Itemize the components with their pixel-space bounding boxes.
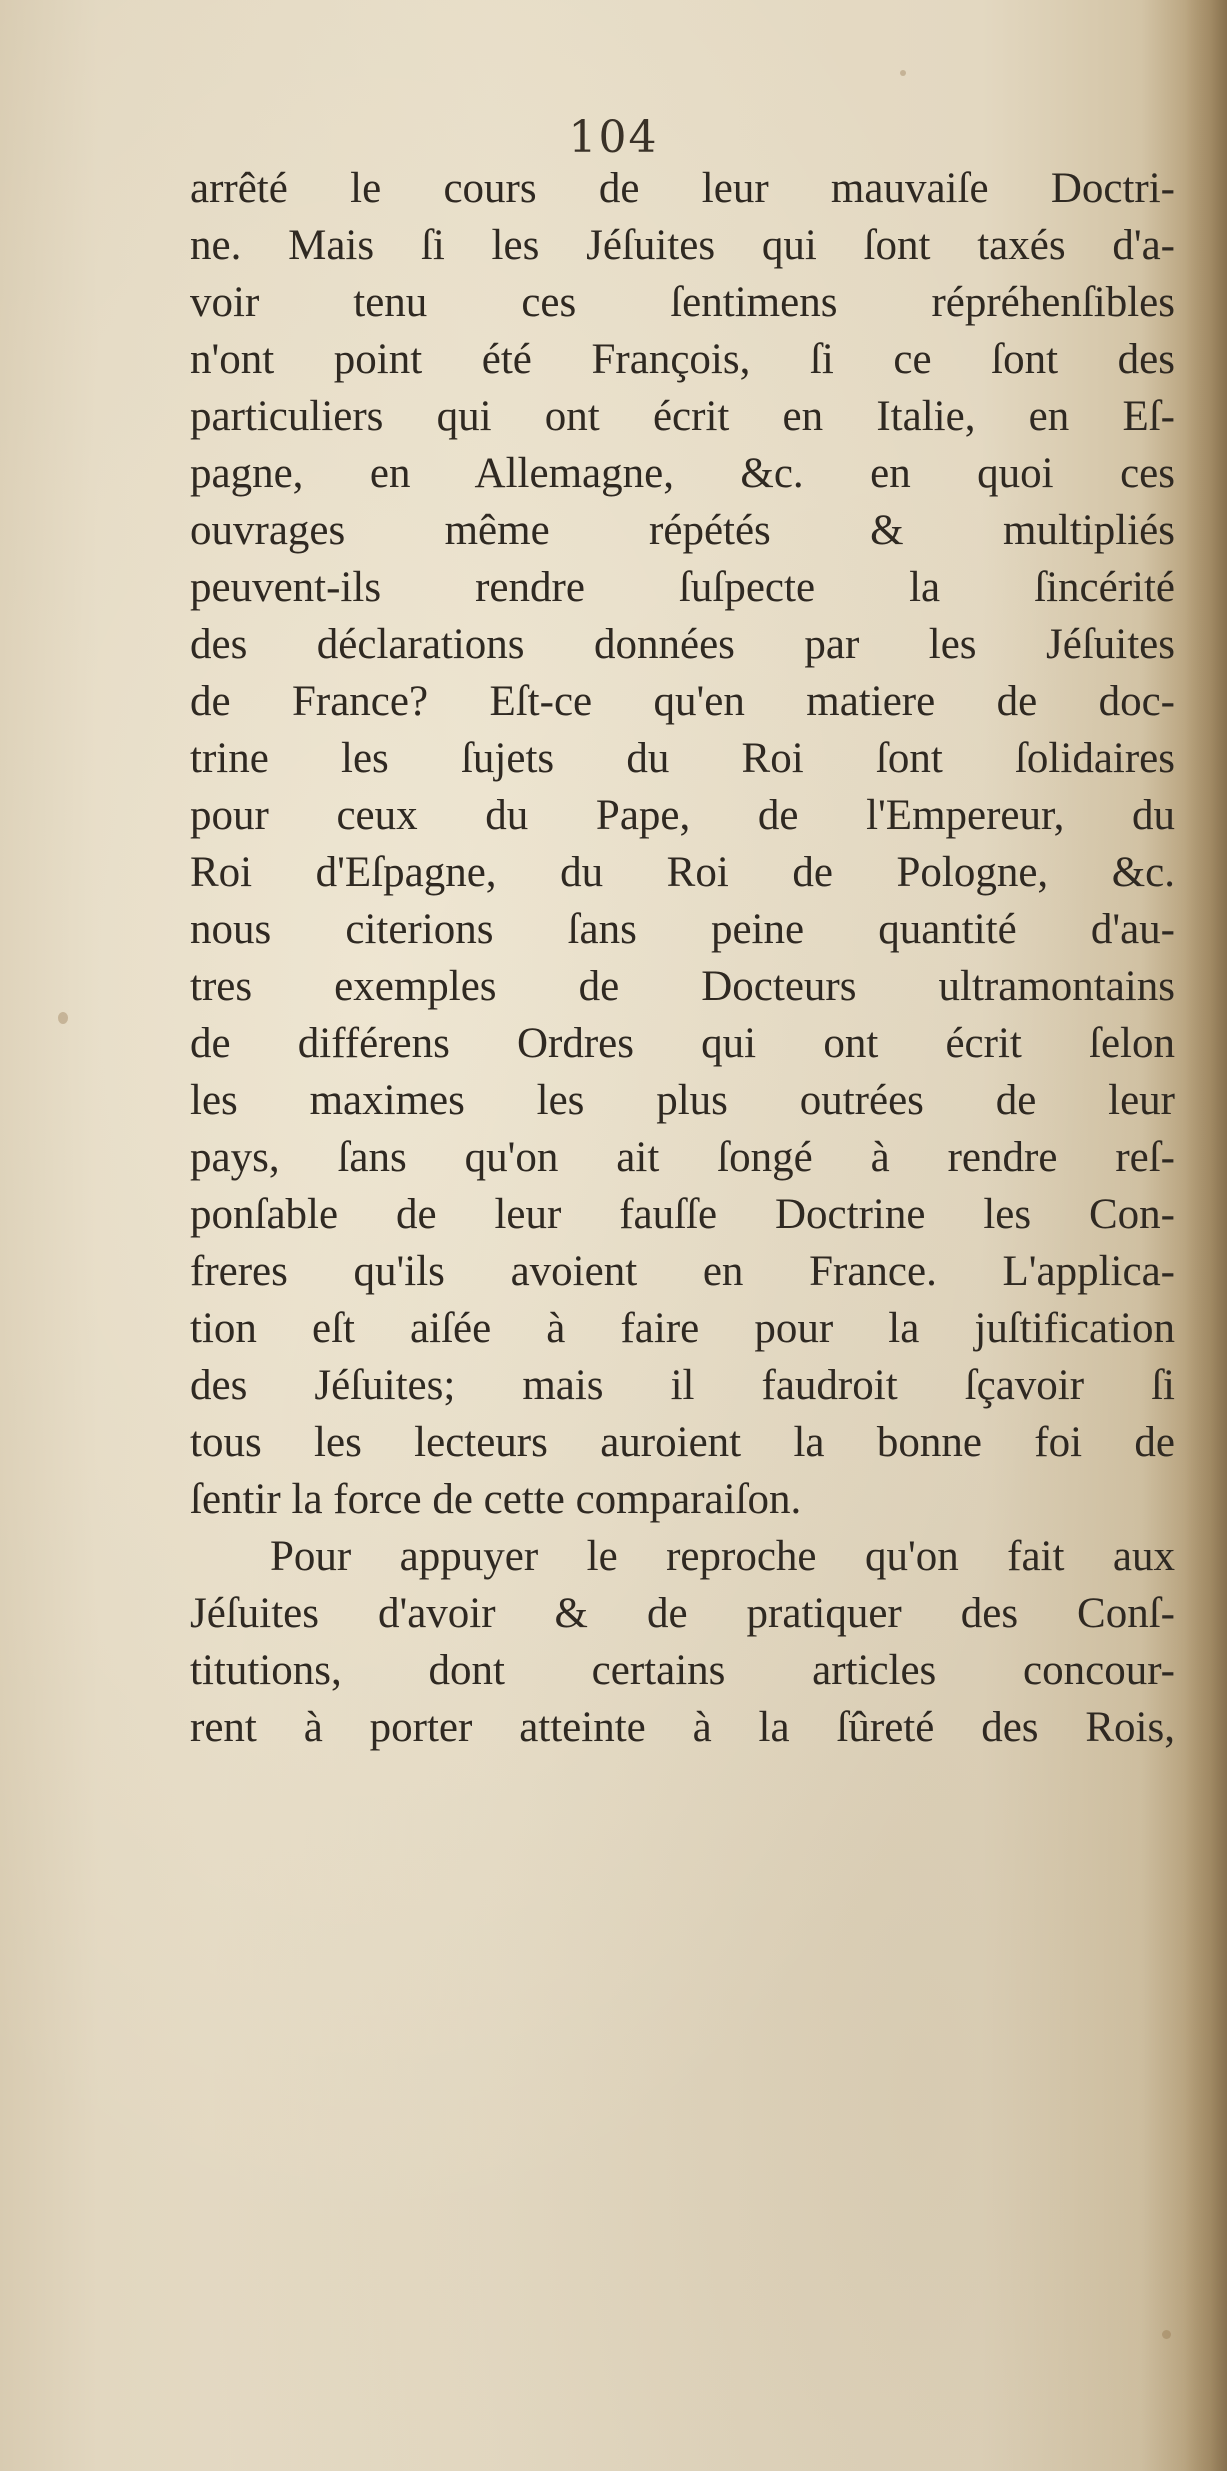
text-line: freres qu'ils avoient en France. L'applica- — [190, 1248, 1175, 1295]
text-line: des déclarations données par les Jéſuites — [190, 621, 1175, 668]
foxing-spot — [1162, 2330, 1171, 2339]
text-line: tous les lecteurs auroient la bonne foi de — [190, 1419, 1175, 1466]
text-line: Pour appuyer le reproche qu'on fait aux — [270, 1533, 1175, 1580]
text-line: les maximes les plus outrées de leur — [190, 1077, 1175, 1124]
text-line: peuvent-ils rendre ſuſpecte la ſincérité — [190, 564, 1175, 611]
text-line: nous citerions ſans peine quantité d'au- — [190, 906, 1175, 953]
text-line: Roi d'Eſpagne, du Roi de Pologne, &c. — [190, 849, 1175, 896]
text-line: de France? Eſt-ce qu'en matiere de doc- — [190, 678, 1175, 725]
text-line: voir tenu ces ſentimens répréhenſibles — [190, 279, 1175, 326]
text-line: titutions, dont certains articles concour- — [190, 1647, 1175, 1694]
text-line: particuliers qui ont écrit en Italie, en Eſ- — [190, 393, 1175, 440]
body-text — [190, 160, 1175, 1756]
text-line: ne. Mais ſi les Jéſuites qui ſont taxés d'a- — [190, 222, 1175, 269]
text-line: ſentir la force de cette comparaiſon. — [190, 1476, 802, 1523]
text-line: trine les ſujets du Roi ſont ſolidaires — [190, 735, 1175, 782]
text-line: arrêté le cours de leur mauvaiſe Doctri- — [190, 165, 1175, 212]
text-line: ouvrages même répétés & multipliés — [190, 507, 1175, 554]
text-line: ponſable de leur fauſſe Doctrine les Con- — [190, 1191, 1175, 1238]
text-line: pagne, en Allemagne, &c. en quoi ces — [190, 450, 1175, 497]
text-line: tres exemples de Docteurs ultramontains — [190, 963, 1175, 1010]
text-line: pays, ſans qu'on ait ſongé à rendre reſ- — [190, 1134, 1175, 1181]
text-line: rent à porter atteinte à la ſûreté des Rois, — [190, 1704, 1175, 1751]
page-number: 104 — [568, 112, 659, 163]
foxing-spot — [58, 1012, 68, 1024]
text-line: Jéſuites d'avoir & de pratiquer des Conſ- — [190, 1590, 1175, 1637]
page-edge-shadow — [1185, 0, 1227, 2471]
foxing-spot — [900, 70, 906, 76]
text-line: des Jéſuites; mais il faudroit ſçavoir ſi — [190, 1362, 1175, 1409]
text-line: tion eſt aiſée à faire pour la juſtification — [190, 1305, 1175, 1352]
text-line: n'ont point été François, ſi ce ſont des — [190, 336, 1175, 383]
text-line: pour ceux du Pape, de l'Empereur, du — [190, 792, 1175, 839]
text-line: de différens Ordres qui ont écrit ſelon — [190, 1020, 1175, 1067]
